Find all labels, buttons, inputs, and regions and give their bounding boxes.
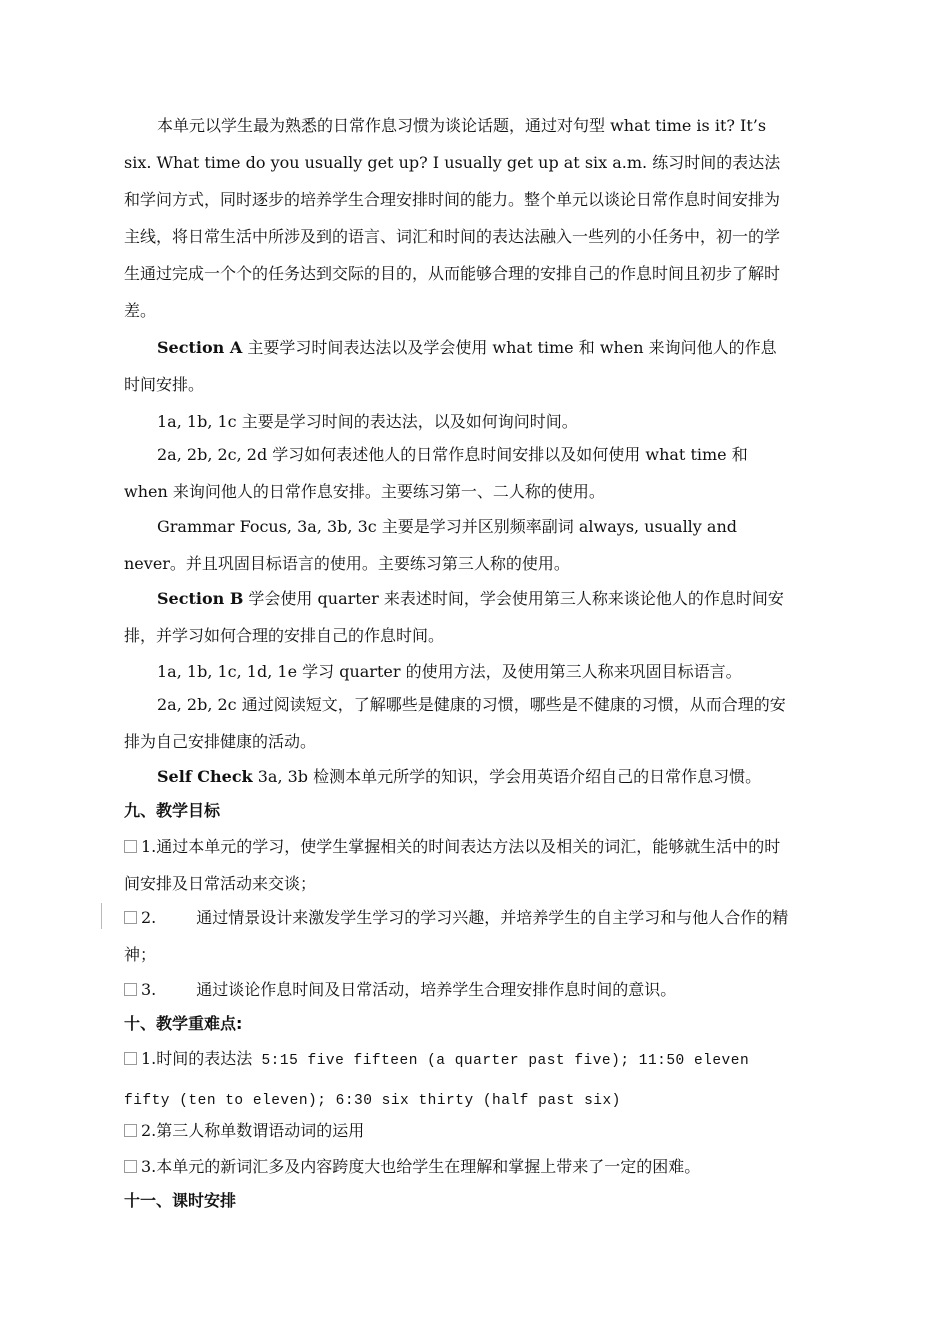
checkbox-icon bbox=[124, 1052, 137, 1065]
goal-item-2-text: 通过情景设计来激发学生学习的学习兴趣，并培养学生的自主学习和与他人合作的精神； bbox=[124, 908, 789, 964]
goal-item-2-num: 2. bbox=[141, 908, 157, 927]
keypoint-item-1 bbox=[124, 1040, 790, 1120]
section-a-paragraph bbox=[124, 329, 790, 403]
section-b-item-1: 1a, 1b, 1c, 1d, 1e 学习 quarter 的使用方法，及使用第三人称来巩固目标语言。 bbox=[157, 662, 742, 681]
keypoint-item-1-num: 1. bbox=[141, 1049, 157, 1068]
section-10-heading: 十、教学重难点: bbox=[124, 1014, 243, 1033]
keypoint-item-2 bbox=[124, 1112, 790, 1149]
keypoint-item-2-num: 2. bbox=[141, 1121, 157, 1140]
section-a-item-1: 1a, 1b, 1c 主要是学习时间的表达法，以及如何询问时间。 bbox=[157, 412, 578, 431]
self-check-label: Self Check bbox=[157, 767, 253, 786]
section-b-paragraph bbox=[124, 580, 790, 654]
change-bar bbox=[101, 903, 102, 929]
keypoint-item-3 bbox=[124, 1148, 790, 1185]
goal-item-3 bbox=[124, 971, 790, 1008]
section-a-item-3: Grammar Focus, 3a, 3b, 3c 主要是学习并区别频率副词 always, usually and never。并且巩固目标语言的使用。主要练习第三人称的使用。 bbox=[124, 517, 738, 573]
checkbox-icon bbox=[124, 983, 137, 996]
goal-item-2 bbox=[124, 899, 790, 973]
section-11-heading: 十一、课时安排 bbox=[124, 1191, 237, 1210]
keypoint-item-2-text: 第三人称单数谓语动词的运用 bbox=[156, 1121, 365, 1140]
keypoint-item-3-text: 本单元的新词汇多及内容跨度大也给学生在理解和掌握上带来了一定的困难。 bbox=[156, 1157, 701, 1176]
section-9-heading: 九、教学目标 bbox=[124, 801, 221, 820]
section-b-text: 学会使用 quarter 来表述时间，学会使用第三人称来谈论他人的作息时间安排，并学习如何合理的安排自己的作息时间。 bbox=[124, 589, 784, 645]
section-a-item-2: 2a, 2b, 2c, 2d 学习如何表述他人的日常作息时间安排以及如何使用 what time 和 when 来询问他人的日常作息安排。主要练习第一、二人称的使用。 bbox=[124, 445, 748, 501]
checkbox-icon bbox=[124, 840, 137, 853]
self-check-paragraph bbox=[124, 758, 790, 795]
self-check-text: 3a, 3b 检测本单元所学的知识，学会用英语介绍自己的日常作息习惯。 bbox=[252, 767, 762, 786]
goal-item-1 bbox=[124, 828, 790, 902]
intro-paragraph: 本单元以学生最为熟悉的日常作息习惯为谈论话题，通过对句型 what time is it? It’s six. What time do you usually get up? I usually get up at six a.m. 练习时间的表达法和学问方式，同时逐步的培养学生合理安排时间的能力。整个单元以谈论日常作息时间安排为主线，将日常生活中所涉及到的语言、词汇和时间的表达法融入一些列的小任务中，初一的学生通过完成一个个的任务达到交际的目的，从而能够合理的安排自己的作息时间且初步了解时差。 bbox=[124, 116, 781, 320]
goal-item-1-num: 1. bbox=[141, 837, 157, 856]
checkbox-icon bbox=[124, 1124, 137, 1137]
keypoint-item-3-num: 3. bbox=[141, 1157, 157, 1176]
section-b-label: Section B bbox=[157, 589, 244, 608]
checkbox-icon bbox=[124, 1160, 137, 1173]
goal-item-3-text: 通过谈论作息时间及日常活动，培养学生合理安排作息时间的意识。 bbox=[196, 980, 677, 999]
section-b-item-2: 2a, 2b, 2c 通过阅读短文，了解哪些是健康的习惯，哪些是不健康的习惯，从而合理的安排为自己安排健康的活动。 bbox=[124, 695, 786, 751]
goal-item-1-text: 通过本单元的学习，使学生掌握相关的时间表达方法以及相关的词汇，能够就生活中的时间安排及日常活动来交谈； bbox=[124, 837, 781, 893]
section-a-label: Section A bbox=[157, 338, 243, 357]
goal-item-3-num: 3. bbox=[141, 980, 157, 999]
keypoint-item-1-examples: 5:15 five fifteen (a quarter past five); 11:50 eleven fifty (ten to eleven); 6:30 six thirty (half past six) bbox=[124, 1053, 750, 1109]
section-a-text: 主要学习时间表达法以及学会使用 what time 和 when 来询问他人的作息时间安排。 bbox=[124, 338, 777, 394]
checkbox-icon bbox=[124, 911, 137, 924]
keypoint-item-1-label: 时间的表达法 bbox=[156, 1049, 253, 1068]
